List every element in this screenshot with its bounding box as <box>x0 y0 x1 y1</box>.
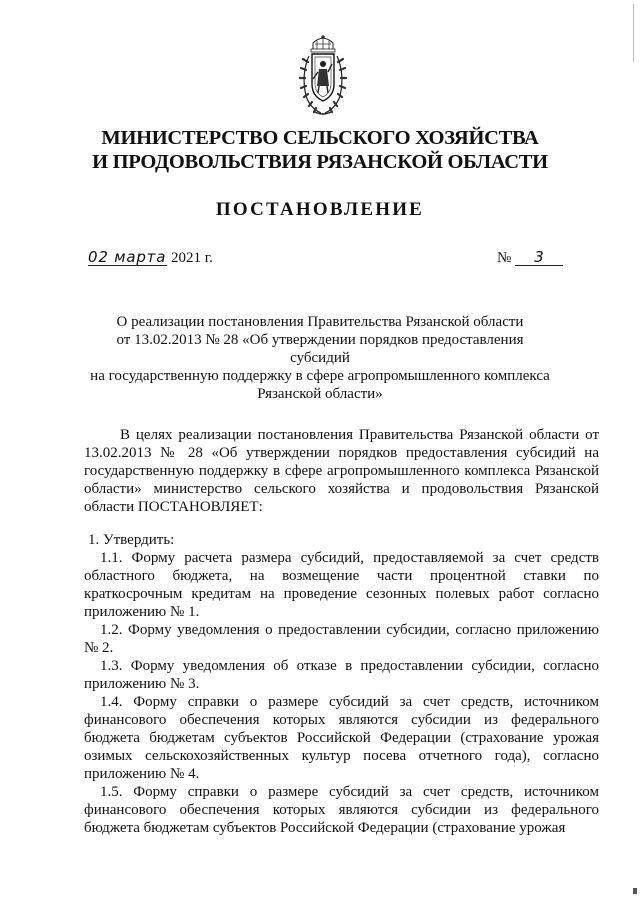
document-subject <box>90 313 550 403</box>
subject-line: на государственную поддержку в сфере агропромышленного комплекса <box>90 368 550 384</box>
item-1-3: 1.3. Форму уведомления об отказе в предоставлении субсидии, согласно приложению № 3. <box>84 658 599 692</box>
item-1: 1. Утвердить: <box>88 532 175 548</box>
resolution-items <box>84 531 599 837</box>
ministry-name <box>0 126 640 174</box>
subject-line: О реализации постановления Правительства Рязанской области <box>116 314 524 330</box>
scan-edge-line <box>633 4 634 62</box>
subject-line: от 13.02.2013 № 28 «Об утверждении порядков предоставления субсидий <box>116 332 524 366</box>
preamble-paragraph <box>84 426 599 516</box>
ministry-name-line1: МИНИСТЕРСТВО СЕЛЬСКОГО ХОЗЯЙСТВА <box>101 127 539 149</box>
number-label: № <box>497 250 512 266</box>
subject-line: Рязанской области» <box>257 386 383 402</box>
handwritten-date: 02 марта <box>88 248 167 266</box>
scan-mark <box>633 888 637 894</box>
preamble-text: В целях реализации постановления Правительства Рязанской области от 13.02.2013 № 28 «Об утверждении порядков предоставления субсидий на государственную поддержку в сфере агропромышленного комплекса Рязанской области» министерство сельского хозяйства и продовольствия Рязанской области ПОСТАНОВЛЯЕТ: <box>84 427 599 515</box>
document-type: ПОСТАНОВЛЕНИЕ <box>215 199 425 220</box>
item-1-5: 1.5. Форму справки о размере субсидий за счет средств, источником финансового обеспечения которых являются субсидии из федерального бюджета бюджетам субъектов Российской Федерации (страхование урожая <box>84 784 599 836</box>
item-1-4: 1.4. Форму справки о размере субсидий за счет средств, источником финансового обеспечения которых являются субсидии из федерального бюджета бюджетам субъектов Российской Федерации (страхование урожая озимых сельскохозяйственных культур посева отчетного года), согласно приложению № 4. <box>84 694 599 782</box>
item-1-1: 1.1. Форму расчета размера субсидий, предоставляемой за счет средств областного бюджета, на возмещение части процентной ставки по краткосрочным кредитам на проведение сезонных полевых работ согласно приложению № 1. <box>84 550 599 620</box>
date-year: 2021 г. <box>170 250 213 266</box>
document-date <box>88 250 213 267</box>
number-value: 3 <box>515 250 563 266</box>
item-1-2: 1.2. Форму уведомления о предоставлении субсидии, согласно приложению № 2. <box>84 622 599 656</box>
document-number <box>497 250 563 267</box>
ministry-name-line2: И ПРОДОВОЛЬСТВИЯ РЯЗАНСКОЙ ОБЛАСТИ <box>92 151 548 173</box>
coat-of-arms-icon <box>299 34 347 118</box>
